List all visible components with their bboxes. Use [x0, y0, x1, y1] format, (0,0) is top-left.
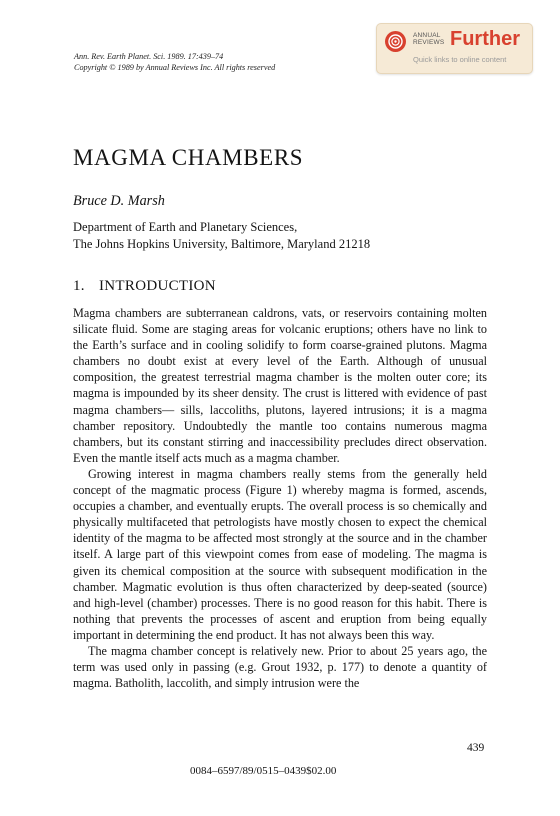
body-paragraph: Growing interest in magma chambers really stems from the generally held concept of the magmatic process (Figure 1) whereby magma is formed, ascends, occupies a chamber, and eventually erupts. The overall process is so chemically and physically multifaceted that petrologists have mostly chosen to expect the chemical identity of the magma to be affected most strongly at the source and in the chamber itself. A large part of this viewpoint comes from ease of modeling. The magma is given its chemical composition at the source with subsequent modification in the chamber. Magmatic evolution is thus often characterized by deep-seated (source) and high-level (chamber) processes. There is no good reason for this habit. There is nothing that prevents the processes of ascent and eruption from being equally important in determining the end product. It has not always been this way. [73, 466, 487, 642]
section-number: 1. [73, 278, 85, 294]
journal-line: Ann. Rev. Earth Planet. Sci. 1989. 17:439–74 [74, 52, 224, 61]
body-paragraph: Magma chambers are subterranean caldrons, vats, or reservoirs containing molten silicate fluid. Some are staging areas for volcanic eruptions; others have no link to the Earth’s surface and in cooling solidify to form coarse-grained plutons. Magma chambers no doubt exist at every level of the Earth. Although of unusual composition, the greatest terrestrial magma chamber is the molten outer core; its magma is impounded by its sheer density. The crust is littered with evidence of past magma chambers— sills, laccoliths, plutons, layered intrusions; it is a magma chamber repository. Undoubtedly the mantle too contains numerous magma chambers, but its constant stirring and inaccessibility precludes direct observation. Even the mantle itself acts much as a magma chamber. [73, 306, 487, 465]
journal-citation [74, 52, 275, 73]
annual-reviews-logo-icon [385, 31, 406, 52]
badge-reviews-text: REVIEWS [413, 39, 445, 46]
document-code: 0084–6597/89/0515–0439$02.00 [190, 765, 337, 777]
article-title: MAGMA CHAMBERS [73, 145, 304, 170]
badge-subtitle: Quick links to online content [413, 55, 507, 64]
page-number: 439 [467, 742, 485, 754]
copyright-line: Copyright © 1989 by Annual Reviews Inc. All rights reserved [74, 62, 276, 72]
further-links-badge[interactable] [376, 23, 533, 74]
section-heading [73, 278, 216, 295]
affiliation-line-1: Department of Earth and Planetary Sciences, [73, 220, 298, 234]
badge-further-text: Further [450, 28, 520, 50]
article-body [73, 305, 487, 691]
badge-annual-text: ANNUAL [413, 32, 441, 39]
badge-publisher-label [413, 32, 444, 46]
affiliation-line-2: The Johns Hopkins University, Baltimore, Maryland 21218 [73, 237, 371, 251]
body-paragraph: The magma chamber concept is relatively new. Prior to about 25 years ago, the term was used only in passing (e.g. Grout 1932, p. 177) to denote a quantity of magma. Batholith, laccolith, and simply intrusion were the [73, 643, 487, 691]
section-title: INTRODUCTION [99, 278, 216, 294]
author-affiliation [73, 219, 370, 253]
article-author: Bruce D. Marsh [73, 193, 165, 209]
